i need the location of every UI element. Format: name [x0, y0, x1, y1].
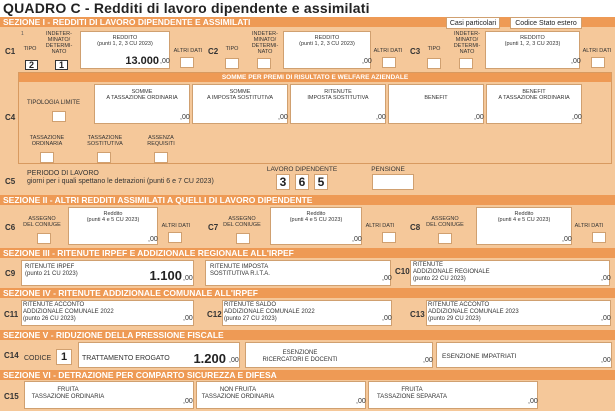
c14-trattamento-value: 1.200	[193, 351, 226, 366]
c1-reddito-value: 13.000	[125, 55, 159, 67]
c4-benefit-ord-caption: BENEFIT A TASSAZIONE ORDINARIA	[498, 89, 570, 101]
c7-reddito-caption: Reddito (punti 4 e 5 CU 2023)	[289, 211, 343, 223]
c14-codice-input[interactable]: 1	[56, 349, 72, 365]
c4-assenza-caption: ASSENZA REQUISITI	[147, 135, 175, 147]
c4-title: SOMME PER PREMI DI RISULTATO E WELFARE AZIENDALE	[19, 73, 611, 82]
c7-assegno-caption: ASSEGNO DEL CONIUGE	[223, 216, 261, 228]
c4-tass-ord-caption: TASSAZIONE ORDINARIA	[29, 135, 65, 147]
c3-indeterminato-caption: INDETER- MINATO/ DETERMI- NATO	[453, 31, 481, 55]
c8-altri-caption: ALTRI DATI	[574, 223, 604, 229]
c15-fruita-sep-caption: FRUITA TASSAZIONE SEPARATA	[377, 387, 447, 400]
c7-altri-input[interactable]	[382, 232, 396, 243]
c4-benefit-ord-decimals: ,00	[572, 114, 582, 121]
row-label-c7: C7	[208, 223, 219, 232]
codice-stato-estero-field[interactable]: Codice Stato estero	[510, 17, 582, 29]
c7-altri-caption: ALTRI DATI	[365, 223, 395, 229]
row-label-c12: C12	[207, 310, 222, 319]
c5-giorni-caption: giorni per i quali spettano le detrazioni (punti 6 e 7 CU 2023)	[27, 178, 214, 185]
row-label-c1: C1	[5, 47, 16, 56]
c4-tass-ord-input[interactable]	[40, 152, 54, 163]
c3-tipo-input[interactable]	[427, 58, 441, 69]
c5-dipendente-digit-3[interactable]: 5	[314, 174, 328, 190]
c15-non-fruita-caption: NON FRUITA TASSAZIONE ORDINARIA	[201, 387, 275, 400]
c7-reddito-decimals: ,00	[352, 236, 362, 243]
row-label-c15: C15	[4, 392, 19, 401]
c5-pensione-caption: PENSIONE	[371, 166, 405, 173]
c5-dipendente-caption: LAVORO DIPENDENTE	[266, 166, 338, 173]
row-label-c6: C6	[5, 223, 16, 232]
c4-tass-sost-caption: TASSAZIONE SOSTITUTIVA	[87, 135, 123, 147]
c7-assegno-input[interactable]	[236, 233, 250, 244]
c13-caption: RITENUTE ACCONTO ADDIZIONALE COMUNALE 2023 (punto 29 CU 2023)	[428, 302, 519, 322]
c8-assegno-caption: ASSEGNO DEL CONIUGE	[426, 216, 464, 228]
c4-benefit-box[interactable]	[388, 84, 484, 124]
c4-ritenute-caption: RITENUTE IMPOSTA SOSTITUTIVA	[307, 89, 369, 101]
row-label-c10: C10	[395, 267, 410, 276]
c14-esenzione-imp-decimals: ,00	[601, 357, 611, 364]
c9-ritenute-sost-decimals: ,00	[382, 275, 392, 282]
c1-altri-dati-caption: ALTRI DATI	[173, 48, 203, 54]
c3-tipo-caption: TIPO	[427, 46, 441, 52]
c1-altri-dati-input[interactable]	[180, 57, 194, 68]
c9-irpef-caption: RITENUTE IRPEF (punto 21 CU 2023)	[25, 264, 78, 277]
c11-caption: RITENUTE ACCONTO ADDIZIONALE COMUNALE 2022 (punto 26 CU 2023)	[23, 302, 114, 322]
c12-decimals: ,00	[382, 315, 392, 322]
c4-somme-ord-decimals: ,00	[180, 114, 190, 121]
section-3-title: SEZIONE III - RITENUTE IRPEF E ADDIZIONALE REGIONALE ALL'IRPEF	[0, 248, 615, 258]
c4-tass-sost-input[interactable]	[97, 152, 111, 163]
c1-reddito-decimals: ,00	[160, 58, 170, 65]
row-label-c9: C9	[5, 269, 16, 278]
c6-assegno-input[interactable]	[37, 233, 51, 244]
c4-somme-sost-decimals: ,00	[278, 114, 288, 121]
c14-trattamento-decimals: ,00	[229, 357, 239, 364]
c4-ritenute-decimals: ,00	[376, 114, 386, 121]
c6-altri-caption: ALTRI DATI	[161, 223, 191, 229]
c2-tipo-caption: TIPO	[225, 46, 239, 52]
c2-indeterminato-caption: INDETER- MINATO/ DETERMI- NATO	[251, 31, 279, 55]
c3-altri-dati-caption: ALTRI DATI	[582, 48, 612, 54]
c14-esenzione-imp-caption: ESENZIONE IMPATRIATI	[442, 353, 517, 360]
row-label-c3: C3	[410, 47, 421, 56]
c9-ritenute-sost-caption: RITENUTE IMPOSTA SOSTITUTIVA R.I.T.A.	[210, 264, 270, 277]
row-label-c8: C8	[410, 223, 421, 232]
section-6-title: SEZIONE VI - DETRAZIONE PER COMPARTO SICUREZZA E DIFESA	[0, 370, 615, 380]
page-title: QUADRO C - Redditi di lavoro dipendente e assimilati	[3, 0, 370, 16]
casi-particolari-field[interactable]: Casi particolari	[446, 17, 500, 29]
section-1-title: SEZIONE I - REDDITI DI LAVORO DIPENDENTE E ASSIMILATI	[0, 17, 615, 27]
row-label-c14: C14	[4, 351, 19, 360]
row-label-c2: C2	[208, 47, 219, 56]
c8-reddito-caption: Reddito (punti 4 e 5 CU 2023)	[497, 211, 551, 223]
section-4-title: SEZIONE IV - RITENUTE ADDIZIONALE COMUNALE ALL'IRPEF	[0, 288, 615, 298]
c4-tipologia-input[interactable]	[52, 111, 66, 122]
c6-assegno-caption: ASSEGNO DEL CONIUGE	[23, 216, 61, 228]
form-header	[0, 0, 615, 17]
c4-tipologia-caption: TIPOLOGIA LIMITE	[27, 100, 81, 106]
c15-fruita-decimals: ,00	[183, 398, 193, 405]
c15-fruita-caption: FRUITA TASSAZIONE ORDINARIA	[31, 387, 105, 400]
c4-assenza-input[interactable]	[154, 152, 168, 163]
row-label-c5: C5	[5, 177, 16, 186]
c1-reddito-caption: REDDITO (punti 1, 2, 3 CU 2023)	[97, 35, 153, 47]
c8-assegno-input[interactable]	[438, 233, 452, 244]
c14-esenzione-ric-decimals: ,00	[423, 357, 433, 364]
c9-irpef-decimals: ,00	[183, 275, 193, 282]
c2-altri-dati-caption: ALTRI DATI	[373, 48, 403, 54]
c4-somme-sost-caption: SOMME A IMPOSTA SOSTITUTIVA	[206, 89, 274, 101]
c9-irpef-value: 1.100	[149, 268, 182, 283]
c4-somme-ord-caption: SOMME A TASSAZIONE ORDINARIA	[106, 89, 178, 101]
c14-codice-caption: CODICE	[24, 355, 52, 362]
section-5-title: SEZIONE V - RIDUZIONE DELLA PRESSIONE FISCALE	[0, 330, 615, 340]
c12-caption: RITENUTE SALDO ADDIZIONALE COMUNALE 2022 (punto 27 CU 2023)	[224, 302, 315, 322]
c15-non-fruita-decimals: ,00	[356, 398, 366, 405]
c5-dipendente-digit-2[interactable]: 6	[295, 174, 309, 190]
c6-altri-input[interactable]	[168, 232, 182, 243]
row-label-c13: C13	[410, 310, 425, 319]
c4-benefit-decimals: ,00	[474, 114, 484, 121]
c10-decimals: ,00	[601, 275, 611, 282]
c4-benefit-caption: BENEFIT	[424, 95, 448, 101]
c3-altri-dati-input[interactable]	[591, 57, 605, 68]
c2-tipo-input[interactable]	[225, 58, 239, 69]
c11-decimals: ,00	[183, 315, 193, 322]
c5-dipendente-digit-1[interactable]: 3	[276, 174, 290, 190]
c3-reddito-decimals: ,00	[571, 58, 581, 65]
c6-reddito-caption: Reddito (punti 4 e 5 CU 2023)	[86, 211, 140, 223]
c8-reddito-decimals: ,00	[562, 236, 572, 243]
c3-reddito-caption: REDDITO (punti 1, 2, 3 CU 2023)	[504, 35, 561, 47]
c6-reddito-decimals: ,00	[148, 236, 158, 243]
section-2-title: SEZIONE II - ALTRI REDDITI ASSIMILATI A QUELLI DI LAVORO DIPENDENTE	[0, 195, 615, 205]
c2-indeterminato-input[interactable]	[257, 58, 271, 69]
c2-altri-dati-input[interactable]	[382, 57, 396, 68]
c8-altri-input[interactable]	[592, 232, 606, 243]
c15-fruita-sep-decimals: ,00	[528, 398, 538, 405]
c3-indeterminato-input[interactable]	[459, 58, 473, 69]
c14-trattamento-caption: TRATTAMENTO EROGATO	[82, 355, 170, 362]
row-label-c11: C11	[4, 310, 19, 319]
c5-periodo-caption: PERIODO DI LAVORO	[27, 170, 99, 177]
c1-indeterminato-input[interactable]: 1	[55, 60, 68, 70]
c2-reddito-decimals: ,00	[362, 58, 372, 65]
c10-caption: RITENUTE ADDIZIONALE REGIONALE (punto 22 CU 2023)	[413, 262, 490, 282]
c13-decimals: ,00	[601, 315, 611, 322]
c5-pensione-input[interactable]	[372, 174, 414, 190]
c1-indeterminato-caption: INDETER- MINATO/ DETERMI- NATO	[45, 31, 73, 55]
c1-tipo-caption: TIPO	[23, 46, 37, 52]
c2-reddito-caption: REDDITO (punti 1, 2, 3 CU 2023)	[299, 35, 355, 47]
row-label-c4: C4	[5, 113, 16, 122]
c1-tipo-input[interactable]: 2	[25, 60, 38, 70]
c14-esenzione-ric-caption: ESENZIONE RICERCATORI E DOCENTI	[262, 350, 338, 363]
